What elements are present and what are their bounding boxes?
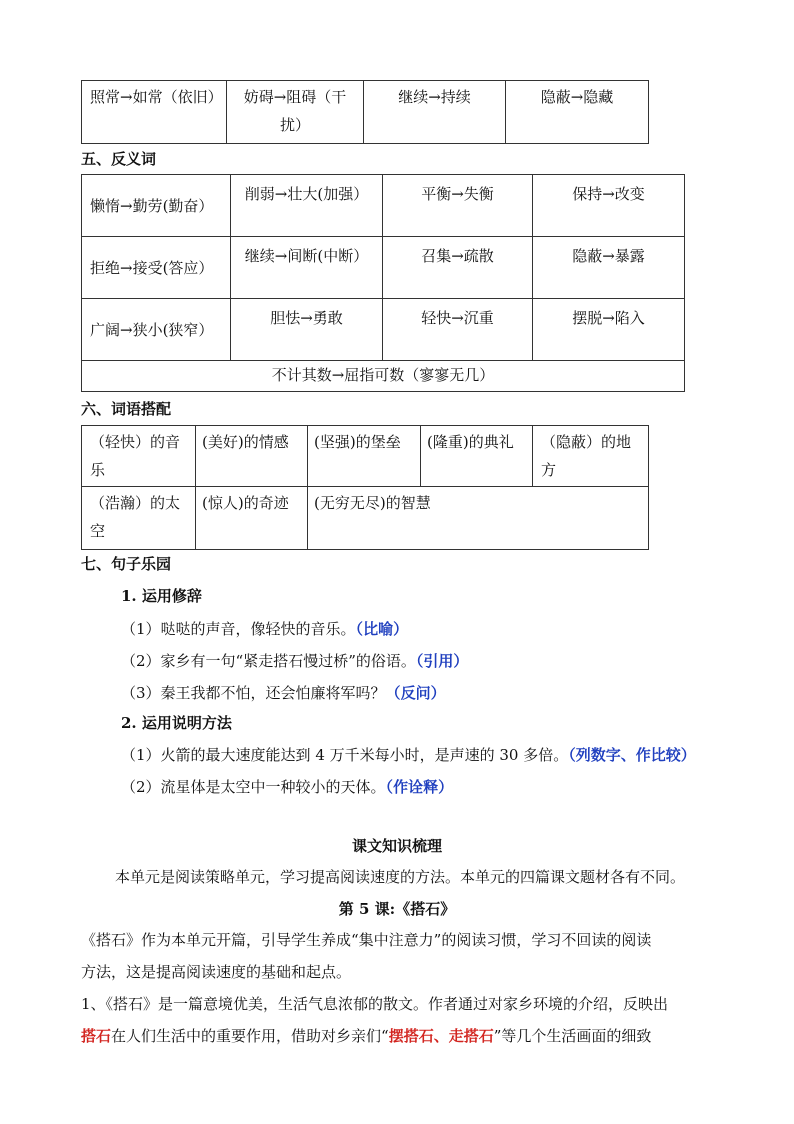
- sentence-text: （1）火箭的最大速度能达到 4 万千米每小时，是声速的 30 多倍。: [121, 746, 569, 764]
- paragraph-line: 1、《搭石》是一篇意境优美，生活气息浓郁的散文。作者通过对家乡环境的介绍，反映出: [81, 995, 669, 1013]
- answer-close: ）: [393, 620, 409, 638]
- answer-text: 列数字、作比较: [575, 746, 681, 764]
- table-cell: （浩瀚）的太空: [82, 487, 196, 550]
- table-cell: 隐蔽→暴露: [533, 237, 685, 299]
- list-item: [121, 744, 696, 765]
- section-heading-antonyms: 五、反义词: [81, 150, 157, 168]
- sentence-text: （1）哒哒的声音，像轻快的音乐。: [121, 620, 356, 638]
- answer-text: 比喻: [363, 620, 394, 638]
- table-cell: 召集→疏散: [383, 237, 533, 299]
- table-cell: (坚强)的堡垒: [308, 426, 421, 487]
- table-cell: 继续→持续: [364, 81, 506, 144]
- intro-paragraph: 本单元是阅读策略单元，学习提高阅读速度的方法。本单元的四篇课文题材各有不同。: [115, 868, 686, 886]
- answer-open: （: [355, 620, 364, 638]
- table-cell: 轻快→沉重: [383, 299, 533, 361]
- synonym-table-tail: [81, 80, 649, 144]
- section-heading-sentences: 七、句子乐园: [81, 555, 172, 573]
- answer-text: 反问: [400, 684, 431, 702]
- list-item: [121, 682, 446, 703]
- collocation-table: [81, 425, 649, 550]
- table-cell: (无穷无尽)的智慧: [308, 487, 649, 550]
- lesson-title: 第 5 课:《搭石》: [338, 900, 456, 918]
- highlight-text: 搭石: [81, 1027, 112, 1045]
- section-heading-collocations: 六、词语搭配: [81, 400, 172, 418]
- paragraph-line: 《搭石》作为本单元开篇，引导学生养成“集中注意力”的阅读习惯，学习不回读的阅读: [81, 931, 652, 949]
- list-item: [121, 776, 453, 797]
- table-cell: (美好)的情感: [196, 426, 308, 487]
- table-cell: 懒惰→勤劳(勤奋）: [82, 175, 231, 237]
- knowledge-title: 课文知识梳理: [351, 837, 442, 855]
- highlight-text: 摆搭石、走搭石: [388, 1027, 494, 1045]
- answer-close: ）: [453, 652, 469, 670]
- list-item: [121, 650, 468, 671]
- answer-text: 引用: [423, 652, 454, 670]
- answer-close: ）: [430, 684, 446, 702]
- paragraph-line: [81, 1025, 651, 1046]
- answer-open: （: [385, 684, 401, 702]
- subheading-rhetoric: 1. 运用修辞: [121, 587, 202, 605]
- table-cell: 拒绝→接受(答应）: [82, 237, 231, 299]
- table-cell: 隐蔽→隐藏: [506, 81, 649, 144]
- subheading-explanation-methods: 2. 运用说明方法: [121, 714, 232, 732]
- table-cell: (隆重)的典礼: [421, 426, 533, 487]
- answer-open: （: [385, 778, 394, 796]
- table-cell-merged: 不计其数→屈指可数（寥寥无几）: [82, 361, 685, 392]
- answer-open: （: [415, 652, 424, 670]
- table-cell: 妨碍→阻碍（干扰）: [227, 81, 364, 144]
- paragraph-line: 方法，这是提高阅读速度的基础和起点。: [81, 963, 352, 981]
- answer-close: ）: [680, 746, 696, 764]
- answer-close: ）: [438, 778, 454, 796]
- answer-open: （: [568, 746, 576, 764]
- body-text: ”等几个生活画面的细致: [493, 1027, 652, 1045]
- table-cell: （隐蔽）的地方: [533, 426, 649, 487]
- list-item: [121, 618, 408, 639]
- antonym-table: [81, 174, 685, 392]
- table-cell: 广阔→狭小(狭窄）: [82, 299, 231, 361]
- body-text: 在人们生活中的重要作用，借助对乡亲们“: [111, 1027, 389, 1045]
- table-cell: （轻快）的音乐: [82, 426, 196, 487]
- answer-text: 作诠释: [393, 778, 439, 796]
- sentence-text: （3）秦王我都不怕，还会怕廉将军吗？: [121, 684, 386, 702]
- table-cell: (惊人)的奇迹: [196, 487, 308, 550]
- table-cell: 摆脱→陷入: [533, 299, 685, 361]
- table-cell: 照常→如常（依旧）: [82, 81, 227, 144]
- table-cell: 继续→间断(中断）: [231, 237, 383, 299]
- sentence-text: （2）流星体是太空中一种较小的天体。: [121, 778, 386, 796]
- table-cell: 胆怯→勇敢: [231, 299, 383, 361]
- table-cell: 平衡→失衡: [383, 175, 533, 237]
- table-cell: 削弱→壮大(加强）: [231, 175, 383, 237]
- table-cell: 保持→改变: [533, 175, 685, 237]
- sentence-text: （2）家乡有一句“紧走搭石慢过桥”的俗语。: [121, 652, 416, 670]
